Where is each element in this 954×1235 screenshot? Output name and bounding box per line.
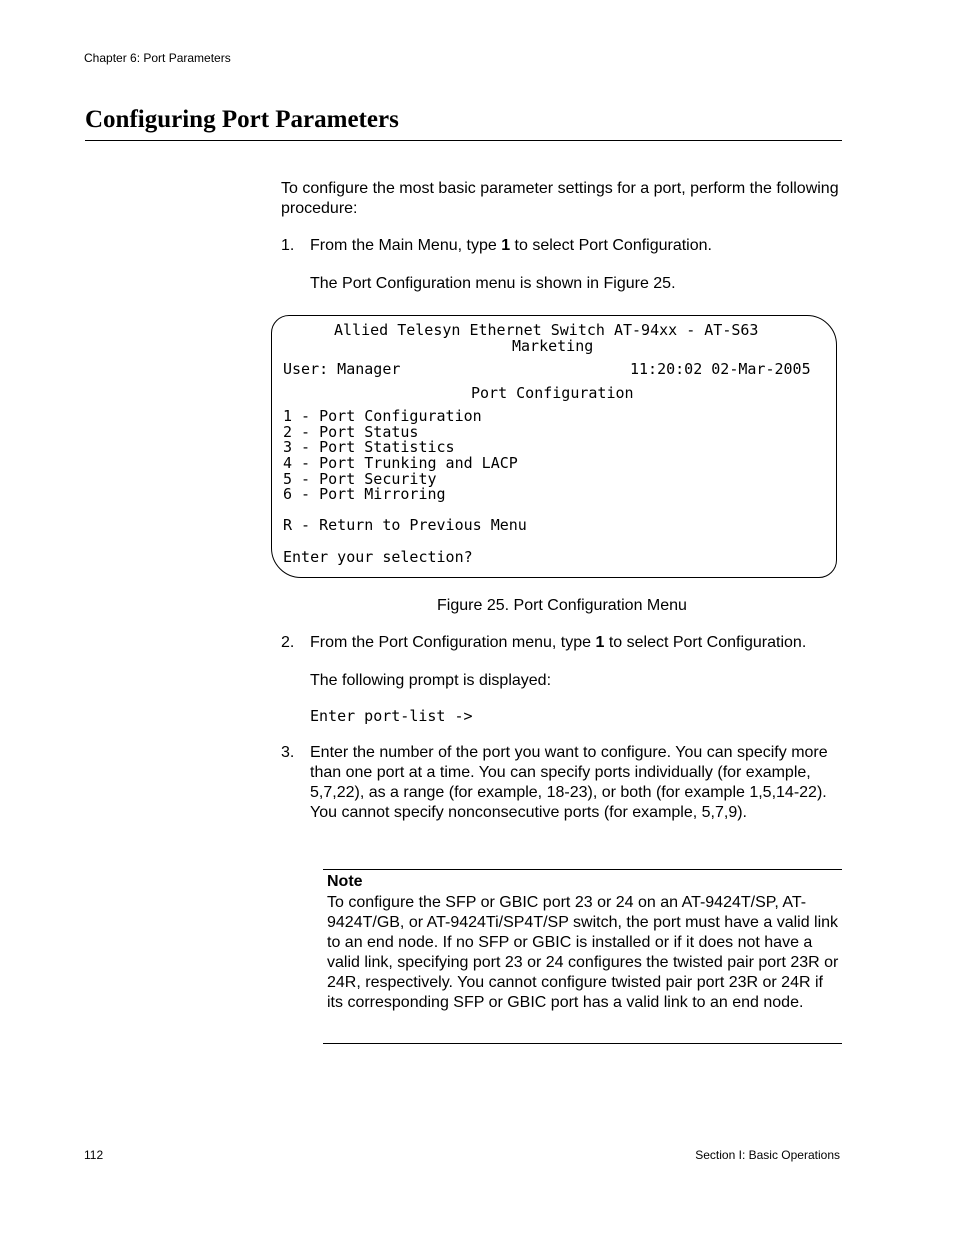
- step-followup: The Port Configuration menu is shown in Figure 25.: [310, 275, 676, 292]
- note-top-rule: [323, 869, 842, 870]
- step-text-pre: From the Main Menu, type: [310, 237, 502, 254]
- step-instruction: [310, 236, 845, 256]
- step-key: 1: [595, 634, 605, 651]
- step-text-post: to select Port Configuration.: [510, 237, 712, 254]
- note-title: Note: [327, 873, 363, 890]
- terminal-selection-prompt: Enter your selection?: [283, 548, 473, 566]
- menu-item: 6 - Port Mirroring: [283, 485, 446, 503]
- page-title: Configuring Port Parameters: [85, 106, 399, 133]
- terminal-datetime: 11:20:02 02-Mar-2005: [630, 360, 811, 378]
- menu-item: 2 - Port Status: [283, 423, 419, 441]
- terminal-user: User: Manager: [283, 360, 401, 378]
- step-text-post: to select Port Configuration.: [604, 634, 807, 651]
- running-header: Chapter 6: Port Parameters: [84, 51, 231, 65]
- step-followup: The following prompt is displayed:: [310, 672, 552, 689]
- port-list-prompt: Enter port-list ->: [310, 707, 473, 725]
- title-rule: [85, 140, 842, 141]
- step-number: 1.: [281, 237, 295, 254]
- menu-item: 4 - Port Trunking and LACP: [283, 454, 518, 472]
- menu-item: 3 - Port Statistics: [283, 438, 455, 456]
- footer-section: Section I: Basic Operations: [695, 1148, 840, 1162]
- menu-item: 1 - Port Configuration: [283, 407, 482, 425]
- terminal-subtitle: Marketing: [512, 337, 594, 355]
- note-body: To configure the SFP or GBIC port 23 or 24 on an AT-9424T/SP, AT-9424T/GB, or AT-9424Ti/SP4T/SP switch, the port must have a valid link to an end node. If no SFP or GBIC is installed or if it does not have a valid link, specifying port 23 or 24 configures the twisted pair port 23R or 24R, respectively. You cannot configure twisted pair port 23R or 24R if its corresponding SFP or GBIC port has a valid link to an end node.: [327, 894, 839, 1011]
- terminal-menu-title: Port Configuration: [471, 384, 634, 402]
- menu-item: 5 - Port Security: [283, 470, 437, 488]
- terminal-screen: [271, 315, 837, 578]
- page-number: 112: [84, 1148, 104, 1162]
- step-instruction: [310, 633, 845, 653]
- step-instruction: Enter the number of the port you want to configure. You can specify more than one port at a time. You can specify ports individually (for example, 5,7,22), as a range (for example, 18-23), or both (for example 1,5,14-22). You cannot specify nonconsecutive ports (for example, 5,7,9).: [310, 744, 828, 821]
- step-number: 2.: [281, 634, 295, 651]
- terminal-title: Allied Telesyn Ethernet Switch AT-94xx - AT-S63: [334, 321, 759, 339]
- step-number: 3.: [281, 744, 295, 761]
- step-key: 1: [501, 237, 511, 254]
- step-text-pre: From the Port Configuration menu, type: [310, 634, 596, 651]
- note-bottom-rule: [323, 1043, 842, 1044]
- menu-return-item: R - Return to Previous Menu: [283, 516, 527, 534]
- intro-paragraph: To configure the most basic parameter settings for a port, perform the following procedure:: [281, 180, 839, 217]
- figure-caption: Figure 25. Port Configuration Menu: [437, 597, 687, 614]
